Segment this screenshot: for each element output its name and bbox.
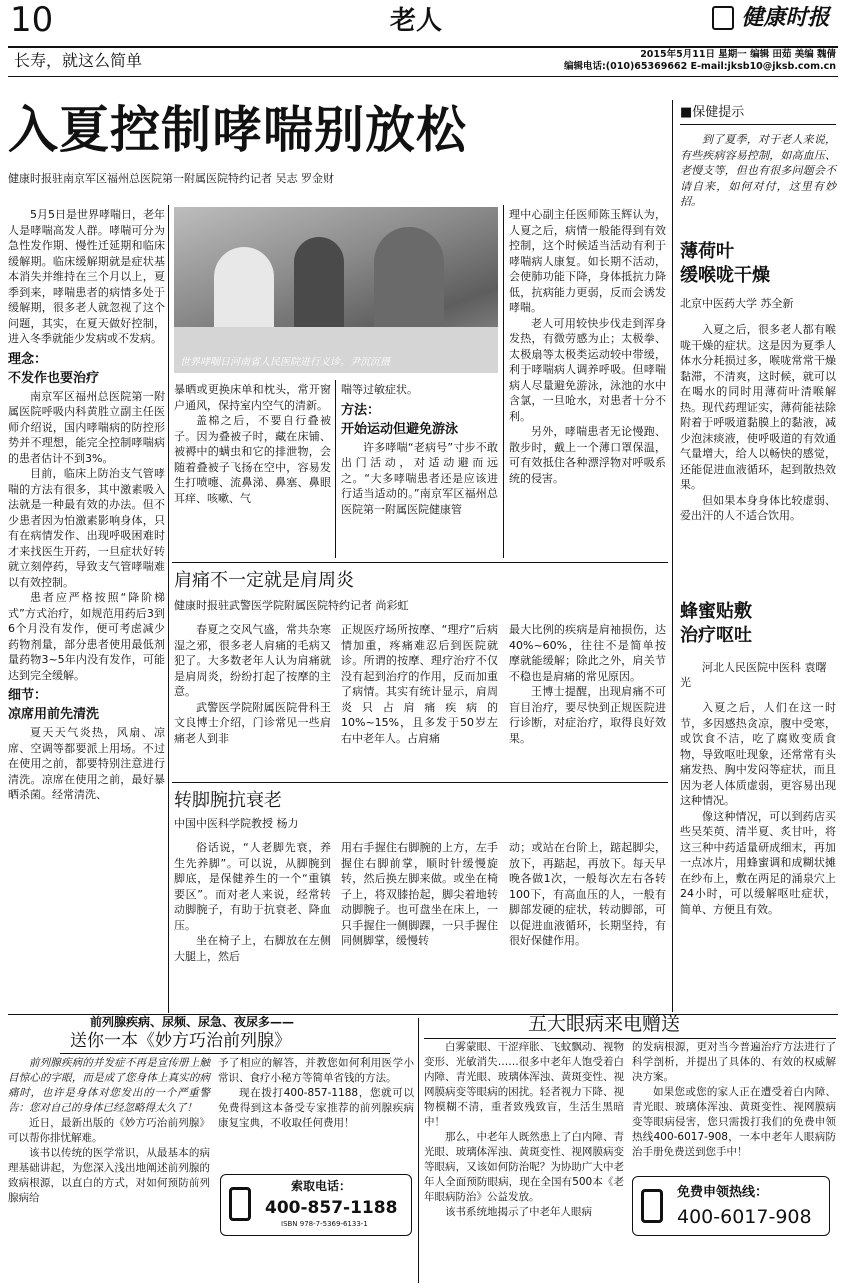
ankle-col-1	[174, 840, 331, 964]
ad1-phone-box	[220, 1174, 412, 1236]
phone-icon	[641, 1189, 663, 1223]
tagline: 长寿，就这么简单	[14, 51, 143, 70]
page-number: 10	[10, 0, 54, 40]
ad2-phone-box	[632, 1176, 830, 1236]
section-rule	[172, 562, 668, 563]
paragraph: 入夏之后，很多老人都有喉咙干燥的症状。这是因为夏季人体水分耗损过多，喉咙常常干燥黏滞，不清爽，这时候，就可以在喝水的同时用薄荷叶清喉解热。现代药理证实，薄荷能祛除附着于呼吸道黏膜上的黏液，减少泡沫痰液，使呼吸道的有效通气量增大，给人以畅快的感觉，还能促进血液循环，起到散热效果。	[680, 323, 836, 491]
paragraph: 王博士提醒，出现肩痛不可盲目治疗，要尽快到正规医院进行诊断，对症治疗，取得良好效果。	[509, 685, 666, 745]
subhead-label: 理念：	[8, 351, 48, 367]
sidebar-rule	[672, 100, 673, 1012]
paragraph: 武警医学院附属医院骨科王文良博士介绍，门诊常见一些肩痛老人到非	[174, 700, 331, 745]
ad1-phone-number: 400-857-1188	[265, 1198, 398, 1218]
tip1-body	[680, 322, 836, 524]
paragraph: 春夏之交风气盛，常共杂寒湿之邪，很多老人肩痛的毛病又犯了。大多数老年人认为肩痛就是肩周炎，纷纷打起了按摩的主意。	[174, 623, 331, 698]
phone-icon	[229, 1187, 251, 1221]
ad1-col-1	[8, 1056, 210, 1206]
paragraph: 动；或站在台阶上，踮起脚尖，放下，再踮起，再放下。每天早晚各做1次，一般每次左右各转100下，有高血压的人，一般有脚部发硬的症状，转动脚部，可以促进血液循环，长期坚持，有很好保健作用。	[509, 841, 666, 947]
sidebar-section-label: ■保健提示	[680, 105, 745, 120]
ad1-title: 送你一本《妙方巧治前列腺》	[70, 1031, 291, 1051]
paragraph: 前列腺疾病的并发症不再是宣传册上触目惊心的字眼，而是成了您身体上真实的病痛时，也许是身体对您发出的一个严重警告：您对自己的身体已经忽略得太久了！	[8, 1057, 210, 1114]
main-col-3	[341, 382, 498, 517]
paragraph: 南京军区福州总医院第一附属医院呼吸内科黄胜立副主任医师介绍说，国内哮喘病的防控形势并不理想，能完全控制哮喘病的患者估计不到3%。	[8, 389, 165, 465]
paragraph: 喘等过敏症状。	[341, 383, 418, 396]
paragraph: 该书以传统的医学常识，从最基本的病理基础讲起，为您深入浅出地阐述前列腺的致病根源，以直白的方式，对如何预防前列腺病给	[8, 1147, 210, 1204]
tip1-author: 北京中医药大学 苏全新	[680, 297, 794, 310]
paragraph: 正规医疗场所按摩、“理疗”后病情加重，疼痛难忍后到医院就诊。所谓的按摩、理疗治疗不仅没有起到治疗的作用，反而加重了病情。其实有统计显示，肩周炎只占肩痛疾病的10%~15%，且多发于50岁左右中老年人。占肩痛	[341, 623, 498, 745]
paragraph: 暴晒或更换床单和枕头，常开窗户通风，保持室内空气的清新。	[174, 383, 331, 412]
paragraph: 最大比例的疾病是肩袖损伤，达40%~60%，往往不是简单按摩就能缓解；除此之外，肩关节不稳也是肩痛的常见原因。	[509, 623, 666, 683]
paragraph: 那么，中老年人既然患上了白内障、青光眼、玻璃体浑浊、黄斑变性、视网膜病变等眼病，又该如何防治呢？为协助广大中老年人全面预防眼病，现在全国有500本《老年眼病防治》公益发放。	[424, 1131, 624, 1203]
section-title: 老人	[390, 6, 443, 36]
main-byline: 健康时报驻南京军区福州总医院第一附属医院特约记者 吴志 罗金财	[8, 172, 334, 185]
subhead: 凉席用前先清洗	[8, 707, 100, 722]
paragraph: 另外，哮喘患者无论慢跑、散步时，戴上一个薄口罩保温，可有效抵住各种漂浮物对呼吸系统的侵害。	[509, 425, 666, 485]
column-rule	[503, 205, 504, 558]
paragraph: 予了相应的解答，并教您如何利用医学小常识、食疗小秘方等简单省钱的方法。	[218, 1057, 414, 1084]
ad2-phone-number: 400-6017-908	[677, 1206, 812, 1228]
logo-text: 健康时报	[741, 4, 830, 31]
masthead-logo	[712, 6, 836, 34]
paragraph: 如果您或您的家人正在遭受着白内障、青光眼、玻璃体浑浊、黄斑变性、视网膜病变等眼病侵害，您只需拨打我们的免费申领热线400-6017-908，一本中老年人眼病防治手册免费送到您手中！	[632, 1086, 836, 1158]
sidebar-intro: 到了夏季，对于老人来说，有些疾病容易控制，如高血压、老慢支等，但也有很多问题会不请自来，如何对付，这里有妙招。	[680, 133, 836, 208]
tip2-author: 河北人民医院中医科 袁曙光	[680, 661, 827, 689]
paragraph: 目前，临床上防治支气管哮喘的方法有很多，其中激素吸入法就是一种最有效的办法。但不少患者因为怕激素影响身体，只有在病情发作、出现呼吸困难时才来找医生开药，一旦症状好转就立刻停药，导致支气管哮喘难以有效控制。	[8, 467, 165, 589]
ad2-col-2	[632, 1040, 836, 1160]
paragraph: 5月5日是世界哮喘日，老年人是哮喘高发人群。哮喘可分为急性发作期、慢性迁延期和临床缓解期。临床缓解期就是症状基本消失并维持在三个月以上，夏季到来，哮喘患者的病情多处于缓解期，很多老人就忽视了这个问题，其实，在夏天做好控制，进入冬季就能少发病或不发病。	[8, 208, 165, 345]
ad1-isbn: ISBN 978-7-5369-6133-1	[281, 1220, 368, 1228]
subhead-label: 方法：	[341, 402, 381, 418]
subhead: 不发作也要治疗	[8, 370, 100, 386]
ad2-col-1	[424, 1040, 624, 1220]
ad1-phone-label: 索取电话：	[291, 1179, 352, 1193]
issue-date-line: 2015年5月11日 星期一 编辑 田茹 美编 魏倩	[640, 49, 836, 60]
column-rule	[335, 380, 336, 558]
tip2-body	[680, 700, 836, 917]
paragraph: 老人可用较快步伐走到浑身发热，有微劳感为止；太极拳、太极扇等太极类运动较中带缓，利于哮喘病人调养呼吸。但哮喘病人尽量避免游泳，泳池的水中含氯，一旦呛水，对患者十分不利。	[509, 316, 666, 423]
shoulder-byline: 健康时报驻武警医学院附属医院特约记者 尚彩虹	[174, 599, 409, 612]
ankle-byline: 中国中医科学院教授 杨力	[174, 817, 299, 830]
tip1-title	[680, 240, 836, 288]
paragraph: 患者应严格按照“降阶梯式”方式治疗，如规范用药后3到6个月没有发作，便可考虑减少药物剂量，部分患者使用最低剂量药物3~5年内没有发作，可能达到完全缓解。	[8, 591, 165, 682]
paragraph: 入夏之后，人们在这一时节，多因感热贪凉，腹中受寒，或饮食不洁，吃了腐败变质食物，导致呕吐现象，还常常有头痛发热、胸中发闷等症状，而且因为老人体质虚弱，更容易出现这种情况。	[680, 701, 836, 807]
paragraph: 但如果本身身体比较虚弱、爱出汗的人不适合饮用。	[680, 493, 836, 522]
subhead: 开始运动但避免游泳	[341, 421, 459, 437]
ankle-title: 转脚腕抗衰老	[174, 790, 282, 811]
paragraph: 俗话说，“人老脚先衰，养生先养脚”。可以说，从脚腕到脚底，是保健养生的一个“重镇要区”。而对老人来说，经常转动脚腕子，有助于抗衰老、降血压。	[174, 841, 331, 932]
tip1-title-line: 缓喉咙干燥	[680, 265, 770, 286]
paragraph: 的发病根源，更对当今普遍治疗方法进行了科学剖析，并提出了具体的、有效的权威解决方案。	[632, 1041, 836, 1083]
ankle-col-2	[341, 840, 498, 949]
tip2-title-line: 蜂蜜贴敷	[680, 601, 752, 622]
shoulder-title: 肩痛不一定就是肩周炎	[174, 570, 354, 591]
tip2-title	[680, 600, 836, 648]
paragraph: 近日，最新出版的《妙方巧治前列腺》可以帮你排忧解难。	[8, 1117, 210, 1144]
ad1-col-2	[218, 1056, 414, 1131]
paragraph: 夏天天气炎热，风扇、凉席、空调等都要派上用场。不过在使用之前，都要特别注意进行清洗。凉席在使用之前，最好暴晒杀菌。经常清洗、	[8, 726, 165, 801]
paragraph: 该书系统地揭示了中老年人眼病	[445, 1206, 592, 1218]
ads-divider	[418, 1018, 419, 1283]
sidebar-label-rule	[680, 124, 836, 125]
main-col-2	[174, 382, 331, 506]
photo-caption: 世界哮喘日河南省人民医院进行义诊。尹沉沉摄	[180, 357, 390, 368]
editor-contact-line: 编辑电话:(010)65369662 E-mail:jksb10@jksb.com.cn	[563, 61, 836, 72]
subhead-label: 细节：	[8, 688, 48, 703]
paragraph: 像这种情况，可以到药店买些吴茱萸、清半夏、炙甘叶，将这三种中药适量研成细末，再加一点冰片，用蜂蜜调和成糊状摊在纱布上，敷在两足的涌泉穴上24小时，可以缓解呕吐症状，简单、方便且有效。	[680, 809, 836, 916]
shoulder-col-1	[174, 622, 331, 746]
main-col-1	[8, 207, 165, 803]
header-rule-bottom	[8, 76, 838, 77]
paragraph: 用右手握住右脚腕的上方，左手握住右脚前掌，顺时针缓慢旋转，然后换左脚来做。或坐在椅子上，将双膝抬起，脚尖着地转动脚腕子。也可盘坐在床上，一只手握住一侧脚踝，一只手握住同侧脚掌，缓慢转	[341, 841, 498, 947]
paragraph: 坐在椅子上，右脚放在左侧大腿上，然后	[174, 934, 331, 963]
shoulder-col-2	[341, 622, 498, 746]
header-rule-top	[8, 46, 838, 48]
paragraph: 白雾蒙眼、干涩痒胀、飞蚊飘动、视物变形、光敏消失……很多中老年人饱受着白内障、青光眼、玻璃体浑浊、黄斑变性、视网膜病变等眼病的困扰。轻者视力下降、视物模糊不清，重者致残致盲，生活生黑暗中！	[424, 1041, 624, 1128]
logo-mark-icon	[712, 6, 734, 30]
paragraph: 许多哮喘“老病号”寸步不敢出门活动，对适动避而远之。“大多哮喘患者还是应该进行适当适动的。”南京军区福州总医院第一附属医院健康管	[341, 440, 498, 516]
section-rule	[172, 782, 668, 783]
column-rule	[168, 205, 169, 1013]
main-col-4	[509, 207, 666, 486]
paragraph: 理中心副主任医师陈玉辉认为，人夏之后，病情一般能得到有效控制，这个时候适当活动有利于哮喘病人康复。如长期不活动，会使肺功能下降，身体抵抗力降低，抗病能力更弱，反而会诱发哮喘。	[509, 208, 666, 314]
ad2-phone-label: 免费申领热线：	[677, 1185, 769, 1200]
paragraph: 现在拨打400-857-1188，您就可以免费得到这本备受专家推荐的前列腺疾病康复宝典，不收取任何费用！	[218, 1087, 414, 1129]
tip2-title-line: 治疗呕吐	[680, 625, 752, 646]
ankle-col-3	[509, 840, 666, 949]
ad1-kicker: 前列腺疾病、尿频、尿急、夜尿多——	[90, 1015, 295, 1029]
ad2-title: 五大眼病来电赠送	[528, 1013, 681, 1035]
tip1-title-line: 薄荷叶	[680, 241, 734, 262]
headline: 入夏控制哮喘别放松	[8, 100, 467, 159]
shoulder-col-3	[509, 622, 666, 746]
ad2-title-rule	[424, 1038, 836, 1039]
paragraph: 盖棉之后，不要自行叠被子。因为叠被子时，藏在床铺、被褥中的螨虫和它的排泄物，会随着叠被子飞扬在空中，容易发生打喷嚏、流鼻涕、鼻塞、鼻眼耳痒、咳嗽、气	[174, 414, 331, 505]
ad1-title-rule	[60, 1053, 390, 1054]
news-photo	[174, 207, 498, 373]
